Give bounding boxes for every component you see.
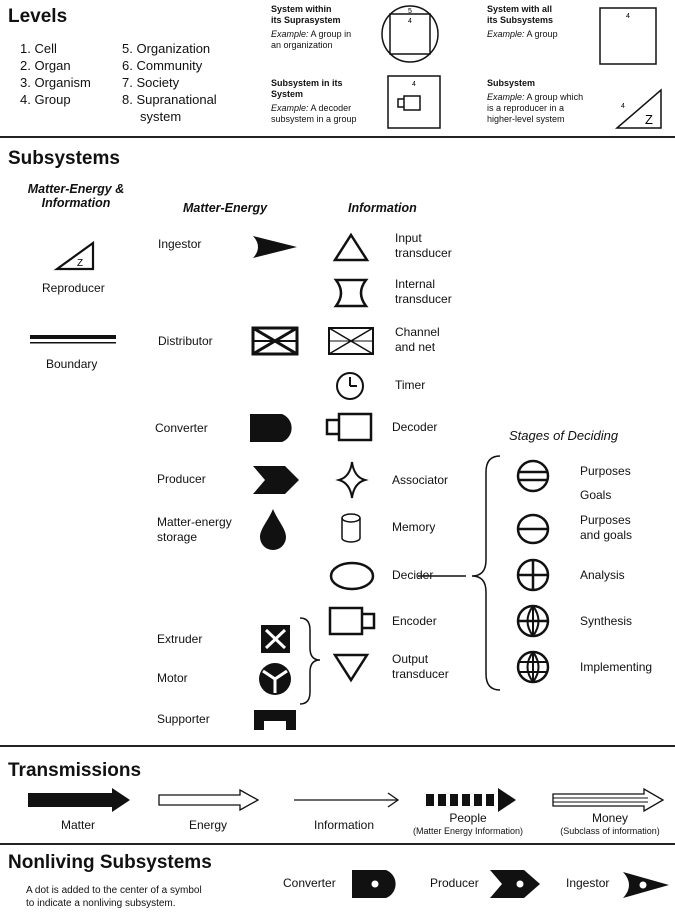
subsystem-icon-letter: Z [645,112,653,127]
output-transducer-label-1: Output [392,652,429,666]
level-item: 2. Organ [20,58,71,73]
subsys-title: Subsystem in its [271,78,343,88]
reproducer-small-icon [615,88,665,132]
nonliving-producer-label: Producer [430,876,479,890]
internal-transducer-icon [334,278,368,308]
allsub-box-text [487,4,587,40]
suprasystem-icon [380,4,440,64]
purposes-and-goals-icon [516,512,550,546]
reproducer-icon-letter: Z [77,258,84,269]
transmissions-title: Transmissions [8,760,142,781]
allsub-title: System with all [487,4,553,14]
distributor-label: Distributor [158,334,213,348]
divider [0,136,675,138]
level-item: 3. Organism [20,75,91,90]
distributor-icon [251,326,299,356]
supra-example-text-2: an organization [271,40,333,50]
people-arrow-icon [426,788,518,812]
boundary-label: Boundary [46,357,98,371]
matter-arrow-icon [28,788,132,812]
motor-label: Motor [157,671,188,685]
output-transducer-label-2: transducer [392,667,449,681]
decoder-label: Decoder [392,420,438,434]
associator-icon [337,460,367,500]
subsys-icon-level: 4 [412,81,416,88]
input-transducer-label-2: transducer [395,246,452,260]
col-header-information: Information [348,201,417,215]
supra-icon-level: 5 [408,8,412,15]
internal-transducer-label-1: Internal [395,277,436,291]
col-header-me-info [8,182,144,210]
reproducer-icon [55,241,95,271]
ingestor-label: Ingestor [158,237,202,251]
subsys-title-2: System [271,89,304,99]
subsys-example-text-2: subsystem in a group [271,114,357,124]
subsystem-example-text-3: higher-level system [487,114,565,124]
money-label-sub: (Subclass of information) [560,826,660,836]
stage-goals-label: Goals [580,488,612,502]
internal-transducer-label [395,277,452,307]
stages-connector [418,452,498,694]
col-header-matter-energy: Matter-Energy [183,201,268,215]
storage-label-2: storage [157,530,198,544]
supporter-label: Supporter [157,712,210,726]
converter-icon [250,412,300,444]
level-item: 8. Supranational [122,92,217,107]
stage-pg-label-1: Purposes [580,513,631,527]
information-arrow-icon [294,790,402,810]
information-label: Information [313,818,375,832]
supra-box-text [271,4,371,51]
timer-icon [335,371,365,401]
memory-icon [339,512,363,544]
nonliving-title: Nonliving Subsystems [8,852,212,873]
storage-label [157,515,232,545]
stage-purposes-and-goals-label [580,513,632,543]
boundary-icon [30,335,116,347]
nonliving-converter-label: Converter [283,876,336,890]
supporter-icon [252,708,298,732]
col-header-me-info-1: Matter-Energy & [27,182,125,196]
levels-list-right [122,40,217,125]
supra-title-2: its Suprasystem [271,15,341,25]
brace-icon [298,616,324,706]
money-arrow-icon [552,788,666,812]
input-transducer-label [395,231,452,261]
memory-label: Memory [392,520,436,534]
motor-icon [258,662,292,696]
levels-title: Levels [8,6,68,27]
allsub-title-2: its Subsystems [487,15,554,25]
extruder-label: Extruder [157,632,203,646]
implementing-icon [516,650,550,684]
subsystems-title: Subsystems [8,148,120,169]
money-label [544,811,675,836]
matter-energy-storage-icon [258,507,288,551]
allsub-icon-level: 4 [626,13,630,20]
decider-icon [329,561,375,591]
input-transducer-icon [333,232,369,262]
supra-title: System within [271,4,332,14]
level-item-cont: system [140,109,182,124]
stage-implementing-label: Implementing [580,660,653,674]
nonliving-desc-2: to indicate a nonliving subsystem. [26,898,176,909]
level-item: 4. Group [20,92,71,107]
stage-analysis-label: Analysis [580,568,625,582]
divider [0,843,675,845]
subsystem-in-system-icon [386,74,442,130]
decider-label: Decider [392,568,434,582]
stages-title: Stages of Deciding [509,428,619,443]
extruder-icon [260,624,292,654]
nonliving-desc-1: A dot is added to the center of a symbol [26,885,202,896]
converter-label: Converter [155,421,208,435]
subsystem-example-text: A group which [526,92,584,102]
subsys-example-text: A decoder [310,103,352,113]
decoder-icon [325,410,375,444]
people-label [398,811,538,836]
money-label-main: Money [591,811,629,825]
allsub-example-label: Example: [487,29,525,39]
internal-transducer-label-2: transducer [395,292,452,306]
timer-label: Timer [395,378,426,392]
storage-label-1: Matter-energy [157,515,232,529]
stage-pg-label-2: and goals [580,528,633,542]
subsystem-icon-level: 4 [621,103,625,110]
encoder-icon [326,604,376,638]
supra-example-text: A group in [310,29,352,39]
level-item: 1. Cell [20,41,57,56]
associator-label: Associator [392,473,449,487]
subsys-example-label: Example: [271,103,309,113]
nonliving-description [26,884,202,910]
col-header-me-info-2: Information [41,196,111,210]
producer-icon [251,464,301,496]
ingestor-icon [251,234,299,260]
input-transducer-label-1: Input [395,231,422,245]
purposes-goals-icon [516,459,550,493]
people-label-sub: (Matter Energy Information) [412,826,524,836]
output-transducer-icon [333,652,369,682]
supra-icon-inner-level: 4 [408,18,412,25]
allsub-example-text: A group [526,29,558,39]
producer-label: Producer [157,472,206,486]
divider [0,745,675,747]
nonliving-converter-icon [350,868,404,900]
channel-and-net-label [395,325,440,355]
synthesis-icon [516,604,550,638]
stage-purposes-label: Purposes [580,464,631,478]
encoder-label: Encoder [392,614,437,628]
channel-label-1: Channel [395,325,440,339]
levels-list-left [20,40,91,108]
subsystem-box-text [487,78,607,125]
nonliving-ingestor-icon [621,870,671,900]
nonliving-ingestor-label: Ingestor [566,876,610,890]
reproducer-label: Reproducer [42,281,105,295]
system-square-icon [598,6,658,66]
channel-label-2: and net [395,340,436,354]
matter-label: Matter [60,818,95,832]
level-item: 7. Society [122,75,180,90]
subsys-box-text [271,78,381,125]
nonliving-producer-icon [488,868,542,900]
level-item: 5. Organization [122,41,211,56]
subsystem-example-label: Example: [487,92,525,102]
people-label-main: People [449,811,487,825]
supra-example-label: Example: [271,29,309,39]
energy-label: Energy [188,818,228,832]
subsystem-title: Subsystem [487,78,536,88]
channel-and-net-icon [327,326,375,356]
analysis-icon [516,558,550,592]
energy-arrow-icon [158,789,262,811]
level-item: 6. Community [122,58,203,73]
stage-synthesis-label: Synthesis [580,614,633,628]
subsystem-example-text-2: is a reproducer in a [487,103,565,113]
